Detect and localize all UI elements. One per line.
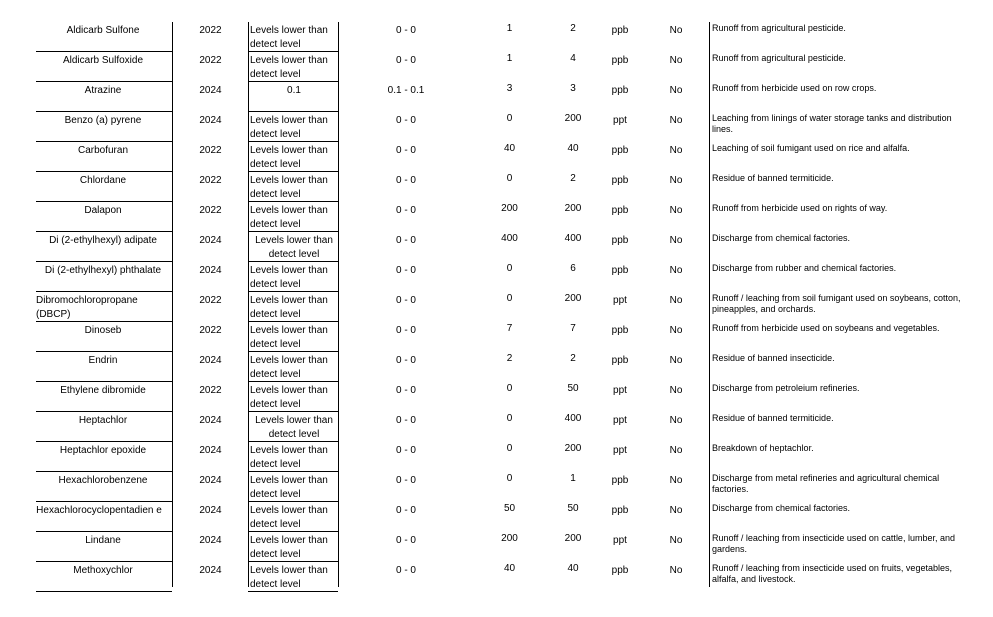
cell-range: 0 - 0 bbox=[395, 145, 416, 156]
table-row bbox=[0, 112, 993, 142]
cell-mclg: 2 bbox=[570, 353, 576, 364]
row-divider bbox=[248, 351, 338, 352]
cell-mcl: 50 bbox=[503, 503, 516, 514]
cell-level: Levels lower than detect level bbox=[255, 415, 333, 440]
cell-mclg: 200 bbox=[564, 443, 582, 454]
cell-mcl: 400 bbox=[501, 233, 518, 244]
table-row bbox=[0, 172, 993, 202]
cell-year: 2024 bbox=[199, 355, 222, 366]
row-divider bbox=[36, 471, 172, 472]
cell-mcl: 2 bbox=[506, 353, 513, 364]
row-divider bbox=[248, 291, 338, 292]
row-divider bbox=[248, 321, 338, 322]
cell-mclg: 40 bbox=[567, 563, 579, 574]
cell-violation: No bbox=[669, 205, 683, 216]
cell-level: Levels lower than detect level bbox=[250, 205, 328, 230]
row-divider bbox=[36, 111, 172, 112]
cell-name: Carbofuran bbox=[77, 145, 129, 156]
cell-year: 2022 bbox=[199, 55, 222, 66]
cell-mcl: 0 bbox=[506, 113, 513, 124]
cell-mclg: 2 bbox=[570, 173, 576, 184]
table-row bbox=[0, 52, 993, 82]
cell-unit: ppb bbox=[611, 355, 629, 366]
cell-year: 2022 bbox=[199, 205, 222, 216]
row-divider bbox=[248, 111, 338, 112]
table-row bbox=[0, 352, 993, 382]
cell-mclg: 400 bbox=[564, 413, 582, 424]
cell-unit: ppt bbox=[613, 295, 627, 306]
cell-mcl: 0 bbox=[506, 383, 513, 394]
cell-range: 0.1 - 0.1 bbox=[387, 85, 425, 96]
table-row bbox=[0, 82, 993, 112]
cell-source: Residue of banned termiticide. bbox=[712, 413, 834, 423]
cell-name: Hexachlorocyclopentadien e bbox=[36, 505, 162, 516]
cell-violation: No bbox=[669, 325, 683, 336]
cell-unit: ppt bbox=[613, 445, 627, 456]
cell-mcl: 0 bbox=[506, 293, 513, 304]
row-divider bbox=[36, 141, 172, 142]
cell-name: Atrazine bbox=[84, 85, 122, 96]
cell-name: Benzo (a) pyrene bbox=[64, 115, 142, 126]
cell-unit: ppt bbox=[613, 385, 627, 396]
cell-range: 0 - 0 bbox=[395, 565, 416, 576]
cell-year: 2024 bbox=[199, 445, 222, 456]
cell-name: Endrin bbox=[88, 355, 118, 366]
cell-mcl: 1 bbox=[506, 23, 513, 34]
cell-source: Runoff from agricultural pesticide. bbox=[712, 53, 846, 63]
cell-name: Heptachlor epoxide bbox=[59, 445, 147, 456]
cell-mclg: 200 bbox=[564, 203, 582, 214]
cell-mclg: 200 bbox=[564, 533, 582, 544]
cell-violation: No bbox=[669, 535, 683, 546]
cell-violation: No bbox=[669, 175, 683, 186]
cell-name: Chlordane bbox=[79, 175, 127, 186]
cell-level: Levels lower than detect level bbox=[250, 325, 328, 350]
cell-name: Heptachlor bbox=[78, 415, 128, 426]
cell-mcl: 7 bbox=[506, 323, 513, 334]
row-divider bbox=[36, 381, 172, 382]
cell-mcl: 0 bbox=[506, 263, 513, 274]
cell-mcl: 1 bbox=[506, 53, 513, 64]
cell-violation: No bbox=[669, 565, 683, 576]
cell-mclg: 3 bbox=[570, 83, 576, 94]
cell-year: 2024 bbox=[199, 415, 222, 426]
cell-year: 2022 bbox=[199, 295, 222, 306]
cell-range: 0 - 0 bbox=[395, 385, 416, 396]
cell-source: Discharge from chemical factories. bbox=[712, 233, 851, 243]
cell-mclg: 2 bbox=[570, 23, 576, 34]
table-row bbox=[0, 502, 993, 532]
row-divider bbox=[36, 351, 172, 352]
cell-unit: ppt bbox=[613, 115, 627, 126]
cell-level: Levels lower than detect level bbox=[250, 115, 328, 140]
cell-violation: No bbox=[669, 475, 683, 486]
cell-mcl: 40 bbox=[503, 143, 516, 154]
row-divider bbox=[248, 411, 338, 412]
cell-level: Levels lower than detect level bbox=[250, 535, 328, 560]
cell-mcl: 0 bbox=[506, 473, 513, 484]
cell-source: Runoff from herbicide used on row crops. bbox=[712, 83, 877, 93]
cell-name: Dibromochloropropane (DBCP) bbox=[36, 295, 138, 320]
cell-violation: No bbox=[669, 295, 683, 306]
row-divider bbox=[248, 471, 338, 472]
table-row bbox=[0, 562, 993, 592]
cell-range: 0 - 0 bbox=[395, 445, 416, 456]
cell-violation: No bbox=[669, 85, 683, 96]
cell-unit: ppb bbox=[611, 205, 629, 216]
cell-source: Runoff from herbicide used on rights of way. bbox=[712, 203, 888, 213]
row-divider bbox=[248, 171, 338, 172]
row-divider bbox=[248, 441, 338, 442]
cell-source: Leaching of soil fumigant used on rice and alfalfa. bbox=[712, 143, 910, 153]
row-divider bbox=[248, 591, 338, 592]
cell-source: Runoff / leaching from soil fumigant used on soybeans, cotton, pineapples, and orchards. bbox=[712, 293, 961, 314]
row-divider bbox=[248, 501, 338, 502]
table-row bbox=[0, 202, 993, 232]
cell-source: Runoff from herbicide used on soybeans and vegetables. bbox=[712, 323, 940, 333]
cell-range: 0 - 0 bbox=[395, 475, 416, 486]
cell-unit: ppt bbox=[613, 415, 627, 426]
cell-violation: No bbox=[669, 115, 683, 126]
cell-unit: ppb bbox=[611, 55, 629, 66]
cell-violation: No bbox=[669, 385, 683, 396]
cell-violation: No bbox=[669, 25, 683, 36]
cell-range: 0 - 0 bbox=[395, 115, 416, 126]
cell-mcl: 3 bbox=[506, 83, 513, 94]
cell-mcl: 200 bbox=[501, 203, 518, 214]
table-row bbox=[0, 142, 993, 172]
cell-violation: No bbox=[669, 235, 683, 246]
cell-range: 0 - 0 bbox=[395, 205, 416, 216]
cell-unit: ppb bbox=[611, 85, 629, 96]
cell-range: 0 - 0 bbox=[395, 325, 416, 336]
cell-mclg: 1 bbox=[570, 473, 576, 484]
cell-range: 0 - 0 bbox=[395, 355, 416, 366]
row-divider bbox=[248, 531, 338, 532]
cell-name: Lindane bbox=[85, 535, 121, 546]
cell-year: 2022 bbox=[199, 145, 222, 156]
cell-source: Runoff from agricultural pesticide. bbox=[712, 23, 846, 33]
cell-year: 2022 bbox=[199, 175, 222, 186]
cell-year: 2024 bbox=[199, 505, 222, 516]
cell-violation: No bbox=[669, 445, 683, 456]
cell-mclg: 7 bbox=[570, 323, 576, 334]
cell-name: Dalapon bbox=[84, 205, 122, 216]
cell-name: Di (2-ethylhexyl) phthalate bbox=[44, 265, 162, 276]
row-divider bbox=[36, 261, 172, 262]
table-row bbox=[0, 412, 993, 442]
cell-mclg: 200 bbox=[564, 293, 582, 304]
cell-source: Discharge from chemical factories. bbox=[712, 503, 851, 513]
cell-range: 0 - 0 bbox=[395, 535, 416, 546]
cell-range: 0 - 0 bbox=[395, 505, 416, 516]
cell-name: Dinoseb bbox=[84, 325, 122, 336]
cell-mcl: 0 bbox=[506, 443, 513, 454]
cell-name: Di (2-ethylhexyl) adipate bbox=[49, 235, 157, 246]
cell-name: Hexachlorobenzene bbox=[58, 475, 148, 486]
cell-range: 0 - 0 bbox=[395, 55, 416, 66]
table-row bbox=[0, 472, 993, 502]
row-divider bbox=[248, 261, 338, 262]
cell-level: 0.1 bbox=[287, 85, 301, 96]
cell-range: 0 - 0 bbox=[395, 25, 416, 36]
row-divider bbox=[248, 561, 338, 562]
cell-mclg: 200 bbox=[564, 113, 582, 124]
cell-unit: ppt bbox=[613, 535, 627, 546]
cell-violation: No bbox=[669, 355, 683, 366]
cell-year: 2024 bbox=[199, 475, 222, 486]
cell-mclg: 40 bbox=[567, 143, 579, 154]
table-row bbox=[0, 442, 993, 472]
row-divider bbox=[36, 561, 172, 562]
cell-year: 2022 bbox=[199, 385, 222, 396]
table-row bbox=[0, 382, 993, 412]
cell-violation: No bbox=[669, 415, 683, 426]
row-divider bbox=[36, 201, 172, 202]
table-row bbox=[0, 292, 993, 322]
cell-unit: ppb bbox=[611, 175, 629, 186]
cell-level: Levels lower than detect level bbox=[255, 235, 333, 260]
row-divider bbox=[248, 51, 338, 52]
cell-year: 2024 bbox=[199, 85, 222, 96]
row-divider bbox=[36, 441, 172, 442]
row-divider bbox=[36, 411, 172, 412]
cell-violation: No bbox=[669, 145, 683, 156]
cell-year: 2024 bbox=[199, 565, 222, 576]
cell-level: Levels lower than detect level bbox=[250, 265, 328, 290]
cell-level: Levels lower than detect level bbox=[250, 175, 328, 200]
cell-mcl: 0 bbox=[506, 173, 513, 184]
cell-source: Residue of banned termiticide. bbox=[712, 173, 834, 183]
cell-name: Methoxychlor bbox=[73, 565, 133, 576]
cell-source: Runoff / leaching from insecticide used on fruits, vegetables, alfalfa, and livestock. bbox=[712, 563, 952, 584]
cell-unit: ppb bbox=[611, 565, 629, 576]
cell-unit: ppb bbox=[611, 25, 629, 36]
cell-level: Levels lower than detect level bbox=[250, 295, 328, 320]
cell-mclg: 6 bbox=[570, 263, 576, 274]
cell-mclg: 50 bbox=[567, 503, 579, 514]
row-divider bbox=[248, 381, 338, 382]
cell-name: Aldicarb Sulfone bbox=[66, 25, 140, 36]
cell-level: Levels lower than detect level bbox=[250, 445, 328, 470]
cell-year: 2022 bbox=[199, 325, 222, 336]
row-divider bbox=[248, 141, 338, 142]
cell-unit: ppb bbox=[611, 235, 629, 246]
cell-level: Levels lower than detect level bbox=[250, 25, 328, 50]
row-divider bbox=[36, 231, 172, 232]
cell-unit: ppb bbox=[611, 325, 629, 336]
row-divider bbox=[248, 231, 338, 232]
cell-mcl: 200 bbox=[501, 533, 518, 544]
row-divider bbox=[36, 171, 172, 172]
cell-level: Levels lower than detect level bbox=[250, 565, 328, 590]
cell-unit: ppb bbox=[611, 145, 629, 156]
row-divider bbox=[248, 81, 338, 82]
cell-range: 0 - 0 bbox=[395, 235, 416, 246]
cell-violation: No bbox=[669, 265, 683, 276]
cell-range: 0 - 0 bbox=[395, 415, 416, 426]
cell-source: Residue of banned insecticide. bbox=[712, 353, 835, 363]
cell-level: Levels lower than detect level bbox=[250, 55, 328, 80]
cell-source: Runoff / leaching from insecticide used on cattle, lumber, and gardens. bbox=[712, 533, 955, 554]
cell-source: Discharge from rubber and chemical factories. bbox=[712, 263, 897, 273]
table-row bbox=[0, 232, 993, 262]
cell-level: Levels lower than detect level bbox=[250, 145, 328, 170]
cell-unit: ppb bbox=[611, 265, 629, 276]
cell-year: 2022 bbox=[199, 25, 222, 36]
cell-level: Levels lower than detect level bbox=[250, 505, 328, 530]
cell-source: Leaching from linings of water storage tanks and distribution lines. bbox=[712, 113, 952, 134]
table-row bbox=[0, 22, 993, 52]
cell-year: 2024 bbox=[199, 235, 222, 246]
row-divider bbox=[36, 501, 172, 502]
cell-mcl: 40 bbox=[503, 563, 516, 574]
cell-source: Breakdown of heptachlor. bbox=[712, 443, 814, 453]
cell-mclg: 400 bbox=[564, 233, 582, 244]
row-divider bbox=[36, 321, 172, 322]
cell-year: 2024 bbox=[199, 115, 222, 126]
row-divider bbox=[36, 591, 172, 592]
row-divider bbox=[36, 51, 172, 52]
table-row bbox=[0, 322, 993, 352]
cell-level: Levels lower than detect level bbox=[250, 385, 328, 410]
row-divider bbox=[248, 201, 338, 202]
table-row bbox=[0, 262, 993, 292]
cell-violation: No bbox=[669, 55, 683, 66]
table-row bbox=[0, 532, 993, 562]
cell-violation: No bbox=[669, 505, 683, 516]
cell-year: 2024 bbox=[199, 265, 222, 276]
cell-mcl: 0 bbox=[506, 413, 513, 424]
cell-source: Discharge from petroleium refineries. bbox=[712, 383, 860, 393]
cell-level: Levels lower than detect level bbox=[250, 475, 328, 500]
cell-mclg: 4 bbox=[570, 53, 576, 64]
cell-range: 0 - 0 bbox=[395, 295, 416, 306]
row-divider bbox=[36, 531, 172, 532]
cell-name: Ethylene dibromide bbox=[60, 385, 146, 396]
cell-level: Levels lower than detect level bbox=[250, 355, 328, 380]
cell-range: 0 - 0 bbox=[395, 175, 416, 186]
cell-source: Discharge from metal refineries and agricultural chemical factories. bbox=[712, 473, 940, 494]
cell-mclg: 50 bbox=[567, 383, 579, 394]
cell-unit: ppb bbox=[611, 475, 629, 486]
row-divider bbox=[36, 291, 172, 292]
cell-year: 2024 bbox=[199, 535, 222, 546]
cell-unit: ppb bbox=[611, 505, 629, 516]
row-divider bbox=[36, 81, 172, 82]
cell-range: 0 - 0 bbox=[395, 265, 416, 276]
cell-name: Aldicarb Sulfoxide bbox=[62, 55, 144, 66]
